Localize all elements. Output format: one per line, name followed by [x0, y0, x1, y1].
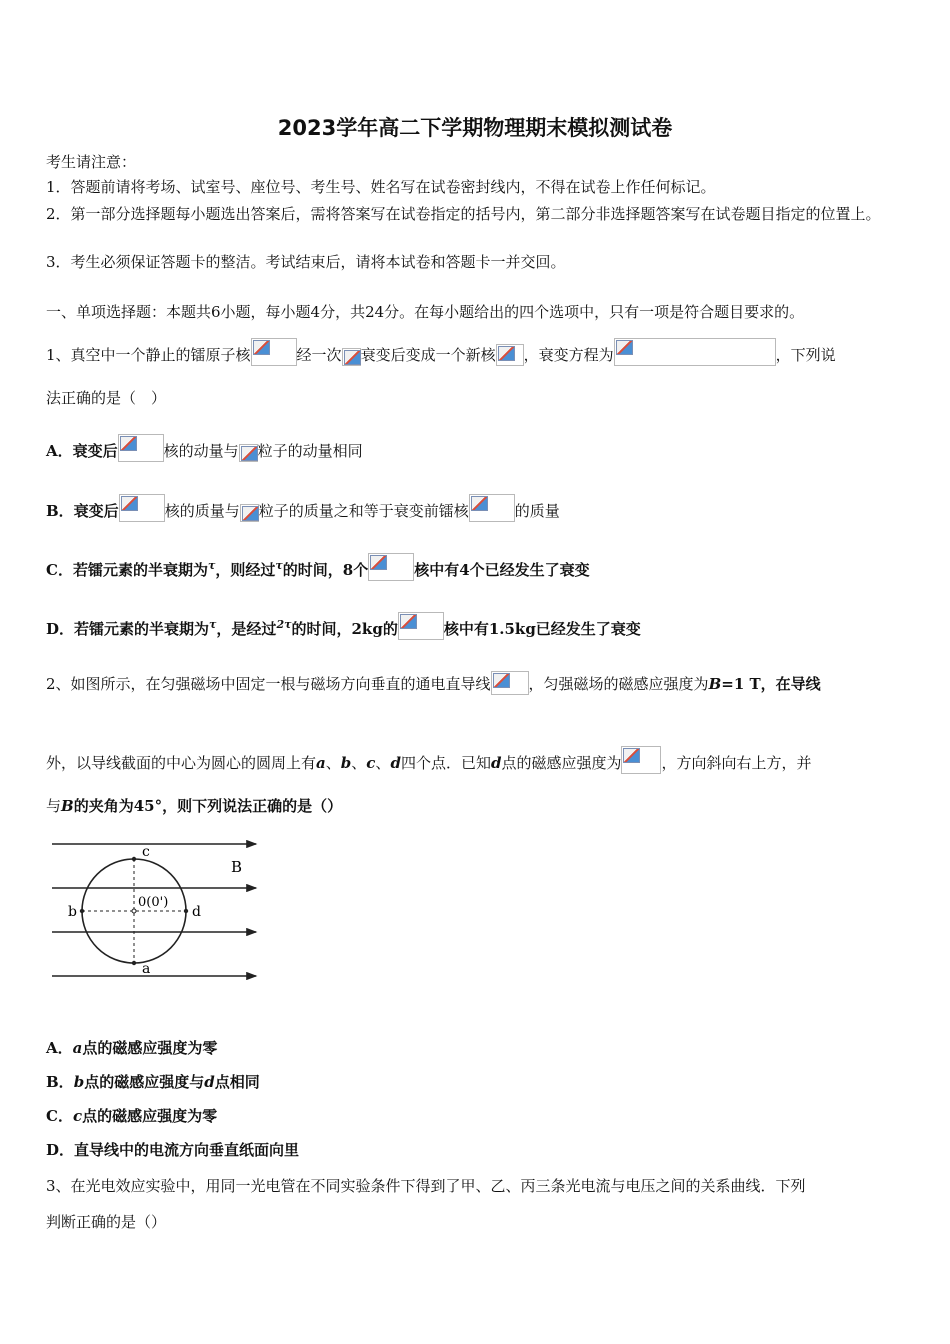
q2-text-1: 2、如图所示，在匀强磁场中固定一根与磁场方向垂直的通电直导线 [46, 675, 491, 693]
two-tau-symbol: 2τ [276, 618, 292, 631]
q1-b-text-3: 粒子的质量之和等于衰变前镭核 [258, 502, 469, 520]
broken-image-icon [621, 746, 661, 774]
label-a: a [142, 961, 151, 977]
q1-c-text-1: C．若镭元素的半衰期为 [46, 561, 208, 579]
q1-option-c [46, 553, 906, 581]
label-d: d [192, 904, 201, 920]
q1-b-text-4: 的质量 [514, 502, 560, 520]
broken-image-icon [342, 348, 361, 366]
page-title: 2023学年高二下学期物理期末模拟测试卷 [277, 116, 673, 140]
q2-b-text-2: 点相同 [214, 1073, 260, 1091]
var-B: B [61, 797, 74, 815]
broken-image-icon [239, 444, 258, 462]
label-o: 0(0') [138, 895, 169, 910]
notice-heading: 考生请注意： [46, 153, 137, 171]
q1-d-text-3: 的时间，2kg的 [291, 620, 398, 638]
q1-text-5: ，下列说 [775, 346, 836, 364]
q2-b-label: B． [46, 1073, 74, 1091]
point-c [132, 857, 136, 861]
point-b [80, 909, 84, 913]
point-o [132, 909, 136, 913]
q2-option-d: D．直导线中的电流方向垂直纸面向里 [46, 1141, 300, 1159]
q1-b-text-2: 核的质量与 [164, 502, 240, 520]
broken-image-icon [398, 612, 444, 640]
notice-item-1: 1．答题前请将考场、试室号、座位号、考生号、姓名写在试卷密封线内，不得在试卷上作任何标记。 [46, 178, 716, 196]
var-d: d [390, 754, 401, 772]
var-a: a [72, 1039, 83, 1057]
var-a: a [316, 754, 326, 772]
q1-d-text-2: ，是经过 [216, 620, 277, 638]
q1-text-4: ，衰变方程为 [523, 346, 614, 364]
q2-c-text: 点的磁感应强度为零 [82, 1107, 218, 1125]
q1-text-1: 1、真空中一个静止的镭原子核 [46, 346, 251, 364]
var-d: d [204, 1073, 215, 1091]
q2-text-7: ，方向斜向右上方，并 [661, 754, 812, 772]
q1-d-text-4: 核中有1.5kg已经发生了衰变 [443, 620, 641, 638]
q1-c-text-3: 的时间，8个 [282, 561, 369, 579]
q2-a-text: 点的磁感应强度为零 [82, 1039, 218, 1057]
var-b: b [340, 754, 352, 772]
tau-symbol: τ [207, 559, 216, 572]
q1-text-3: 衰变后变成一个新核 [360, 346, 496, 364]
q1-c-text-2: ，则经过 [215, 561, 276, 579]
q2-text-2: ，匀强磁场的磁感应强度为 [528, 675, 709, 693]
q2-option-a [46, 1038, 906, 1058]
q2-stem-2 [46, 746, 906, 774]
point-d [184, 909, 188, 913]
q1-option-a [46, 434, 906, 462]
separator: 、 [375, 754, 391, 772]
broken-image-icon [118, 434, 164, 462]
label-b: b [68, 904, 77, 920]
q1-a-text-3: 粒子的动量相同 [257, 442, 363, 460]
broken-image-icon [119, 494, 165, 522]
broken-image-icon [368, 553, 414, 581]
section-heading: 一、单项选择题：本题共6小题，每小题4分，共24分。在每小题给出的四个选项中，只有一项是符合题目要求的。 [46, 303, 805, 321]
var-B: B [708, 675, 722, 693]
var-c: c [72, 1107, 83, 1125]
q1-a-text-2: 核的动量与 [163, 442, 239, 460]
tau-symbol: τ [209, 618, 217, 631]
broken-image-icon [251, 338, 297, 366]
q1-stem [46, 338, 906, 366]
q2-text-9: 的夹角为45°，则下列说法正确的是（） [73, 797, 343, 815]
q2-text-8: 与 [46, 797, 62, 815]
q2-option-c [46, 1106, 906, 1126]
tau-symbol: τ [275, 559, 283, 572]
q1-c-text-4: 核中有4个已经发生了衰变 [414, 561, 590, 579]
q2-text-3: =1 T，在导线 [721, 675, 821, 693]
separator: 、 [325, 754, 341, 772]
q3-stem: 3、在光电效应实验中，用同一光电管在不同实验条件下得到了甲、乙、丙三条光电流与电压之间的关系曲线．下列 [46, 1177, 806, 1195]
q1-a-text-1: A．衰变后 [46, 442, 118, 460]
broken-image-icon [469, 494, 515, 522]
q1-text-2: 经一次 [296, 346, 342, 364]
broken-image-icon [240, 504, 259, 522]
var-b: b [73, 1073, 85, 1091]
q1-option-d [46, 612, 906, 640]
q2-text-6: 点的磁感应强度为 [501, 754, 622, 772]
q2-text-5: 四个点．已知 [400, 754, 491, 772]
q2-stem-3 [46, 796, 906, 816]
broken-image-icon [614, 338, 776, 366]
q2-option-b [46, 1072, 906, 1092]
separator: 、 [351, 754, 367, 772]
q2-a-label: A． [46, 1039, 73, 1057]
point-a [132, 961, 136, 965]
q2-c-label: C． [46, 1107, 73, 1125]
q1-b-text-1: B．衰变后 [46, 502, 119, 520]
var-d: d [490, 754, 502, 772]
q1-d-text-1: D．若镭元素的半衰期为 [46, 620, 210, 638]
notice-item-2: 2．第一部分选择题每小题选出答案后，需将答案写在试卷指定的括号内，第二部分非选择题答案写在试卷题目指定的位置上。 [46, 205, 881, 223]
notice-item-3: 3．考生必须保证答题卡的整洁。考试结束后，请将本试卷和答题卡一并交回。 [46, 253, 566, 271]
magnetic-field-figure [46, 838, 266, 984]
label-B: B [231, 858, 243, 876]
var-c: c [366, 754, 376, 772]
broken-image-icon [496, 344, 524, 366]
q1-stem-cont: 法正确的是（ ） [46, 389, 167, 407]
q2-b-text-1: 点的磁感应强度与 [84, 1073, 205, 1091]
q3-stem-cont: 判断正确的是（） [46, 1213, 167, 1231]
label-c: c [142, 844, 150, 860]
broken-image-icon [491, 671, 529, 695]
q2-text-4: 外，以导线截面的中心为圆心的圆周上有 [46, 754, 317, 772]
q2-stem [46, 671, 906, 695]
q1-option-b [46, 494, 906, 522]
